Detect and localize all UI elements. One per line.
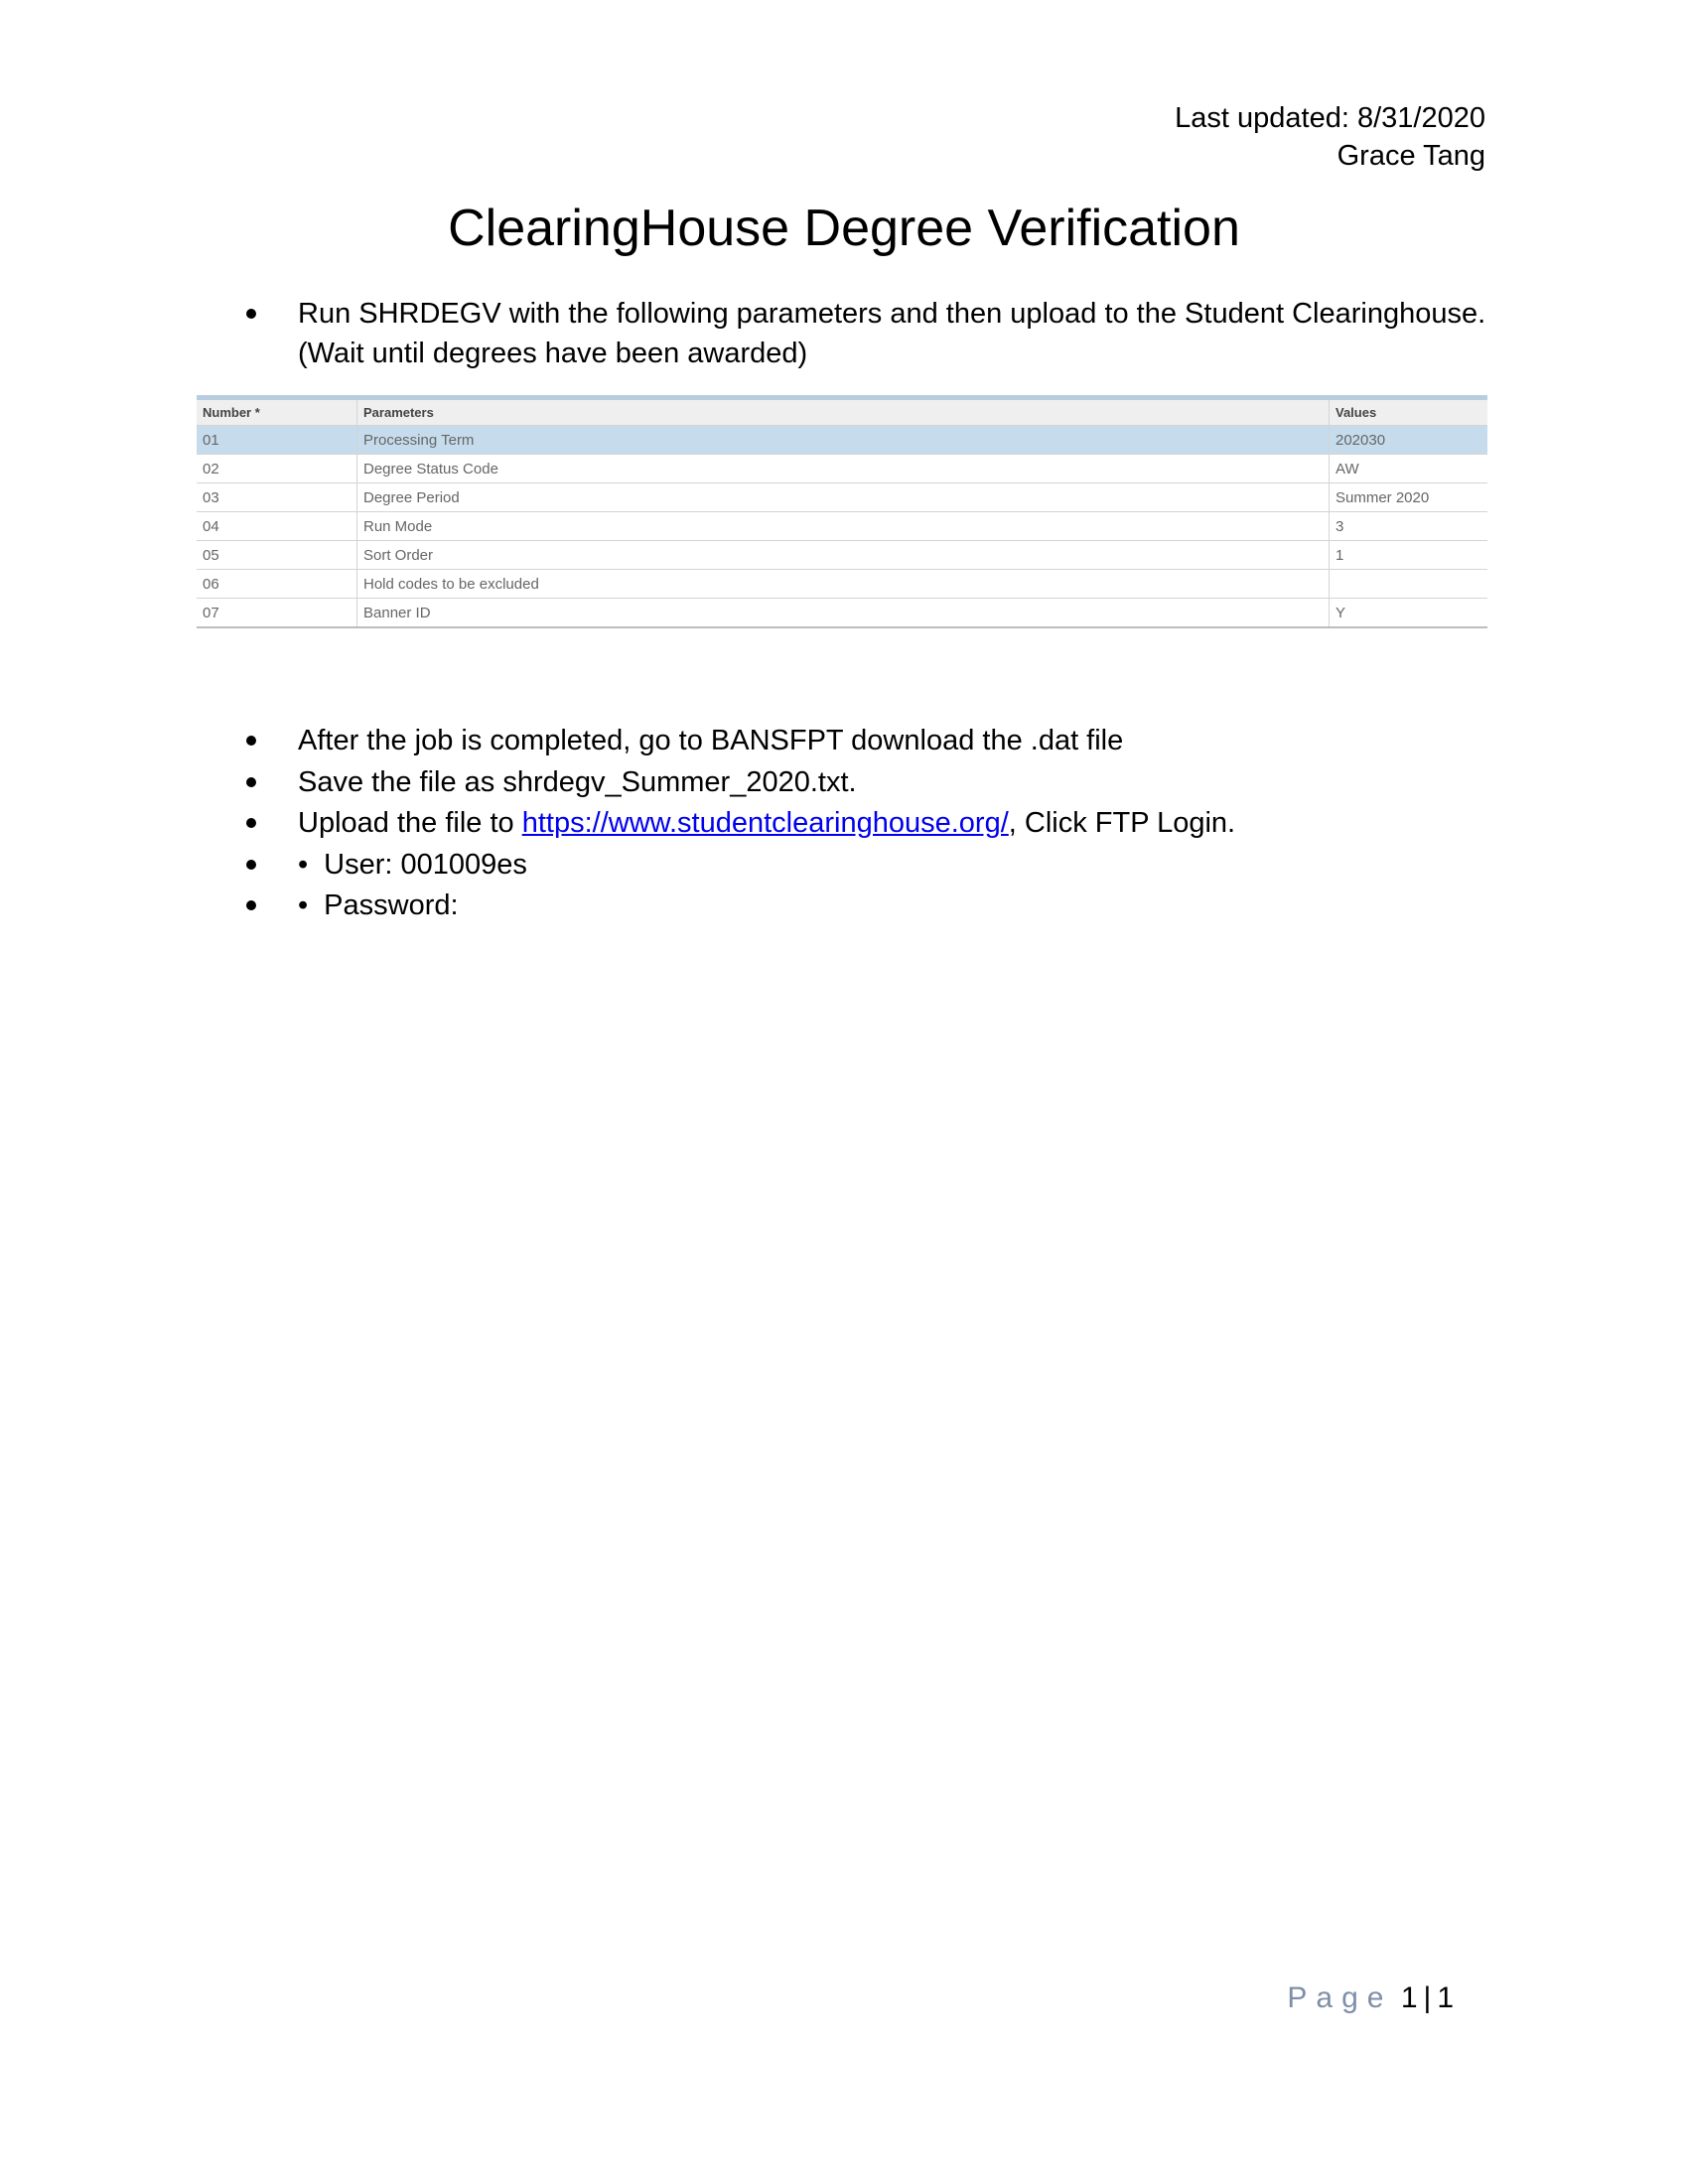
intro-line-2: (Wait until degrees have been awarded) xyxy=(298,338,808,369)
row-number: 02 xyxy=(197,455,357,483)
nested-bullet-icon: • xyxy=(298,848,309,881)
step-2-text: Save the file as shrdegv_Summer_2020.txt. xyxy=(298,765,857,798)
step-3-suffix: , Click FTP Login. xyxy=(1008,807,1236,839)
row-number: 05 xyxy=(197,541,357,570)
table-row[interactable] xyxy=(197,455,1487,483)
row-parameter: Processing Term xyxy=(357,426,1330,455)
column-header-number: Number * xyxy=(197,400,357,426)
page-number: 1 xyxy=(1400,1981,1418,2014)
table-header-row xyxy=(197,400,1487,426)
intro-line-1: Run SHRDEGV with the following parameters and then upload to the Student Clearinghouse. xyxy=(298,298,1486,330)
row-number: 03 xyxy=(197,483,357,512)
step-item xyxy=(246,845,1497,887)
row-value xyxy=(1330,570,1488,599)
table-row[interactable] xyxy=(197,570,1487,599)
author: Grace Tang xyxy=(1336,140,1485,172)
row-parameter: Run Mode xyxy=(357,512,1330,541)
row-value: Y xyxy=(1330,599,1488,628)
row-parameter: Sort Order xyxy=(357,541,1330,570)
clearinghouse-link[interactable]: https://www.studentclearinghouse.org/ xyxy=(521,807,1009,839)
table-row[interactable] xyxy=(197,512,1487,541)
row-parameter: Banner ID xyxy=(357,599,1330,628)
page-title: ClearingHouse Degree Verification xyxy=(448,200,1240,257)
row-number: 07 xyxy=(197,599,357,628)
password-text: Password: xyxy=(324,889,459,921)
steps-list xyxy=(246,721,1497,927)
page-footer xyxy=(1287,1981,1454,2015)
user-text: User: 001009es xyxy=(324,848,527,881)
step-1-text: After the job is completed, go to BANSFPT download the .dat file xyxy=(298,725,1124,756)
row-value: 3 xyxy=(1330,512,1488,541)
column-header-parameters: Parameters xyxy=(357,400,1330,426)
last-updated: Last updated: 8/31/2020 xyxy=(1175,102,1485,134)
page-label: Page xyxy=(1287,1981,1393,2014)
intro-bullet xyxy=(246,294,1497,373)
parameter-table-screenshot xyxy=(197,395,1487,628)
row-parameter: Hold codes to be excluded xyxy=(357,570,1330,599)
parameter-table xyxy=(197,400,1487,628)
document-meta xyxy=(1175,99,1485,175)
step-item xyxy=(246,721,1497,762)
row-number: 06 xyxy=(197,570,357,599)
page-total: 1 xyxy=(1437,1981,1454,2014)
page-separator: | xyxy=(1423,1981,1432,2014)
intro-list xyxy=(246,294,1497,373)
table-row[interactable] xyxy=(197,483,1487,512)
step-item xyxy=(246,762,1497,804)
row-number: 01 xyxy=(197,426,357,455)
table-row[interactable] xyxy=(197,599,1487,628)
nested-bullet-icon: • xyxy=(298,889,309,921)
table-row[interactable] xyxy=(197,426,1487,455)
row-value: Summer 2020 xyxy=(1330,483,1488,512)
row-parameter: Degree Status Code xyxy=(357,455,1330,483)
row-number: 04 xyxy=(197,512,357,541)
step-3-prefix: Upload the file to xyxy=(298,807,522,839)
table-row[interactable] xyxy=(197,541,1487,570)
row-value: 1 xyxy=(1330,541,1488,570)
row-value: AW xyxy=(1330,455,1488,483)
row-value: 202030 xyxy=(1330,426,1488,455)
step-item xyxy=(246,803,1497,845)
column-header-values: Values xyxy=(1330,400,1488,426)
step-item xyxy=(246,886,1497,927)
row-parameter: Degree Period xyxy=(357,483,1330,512)
